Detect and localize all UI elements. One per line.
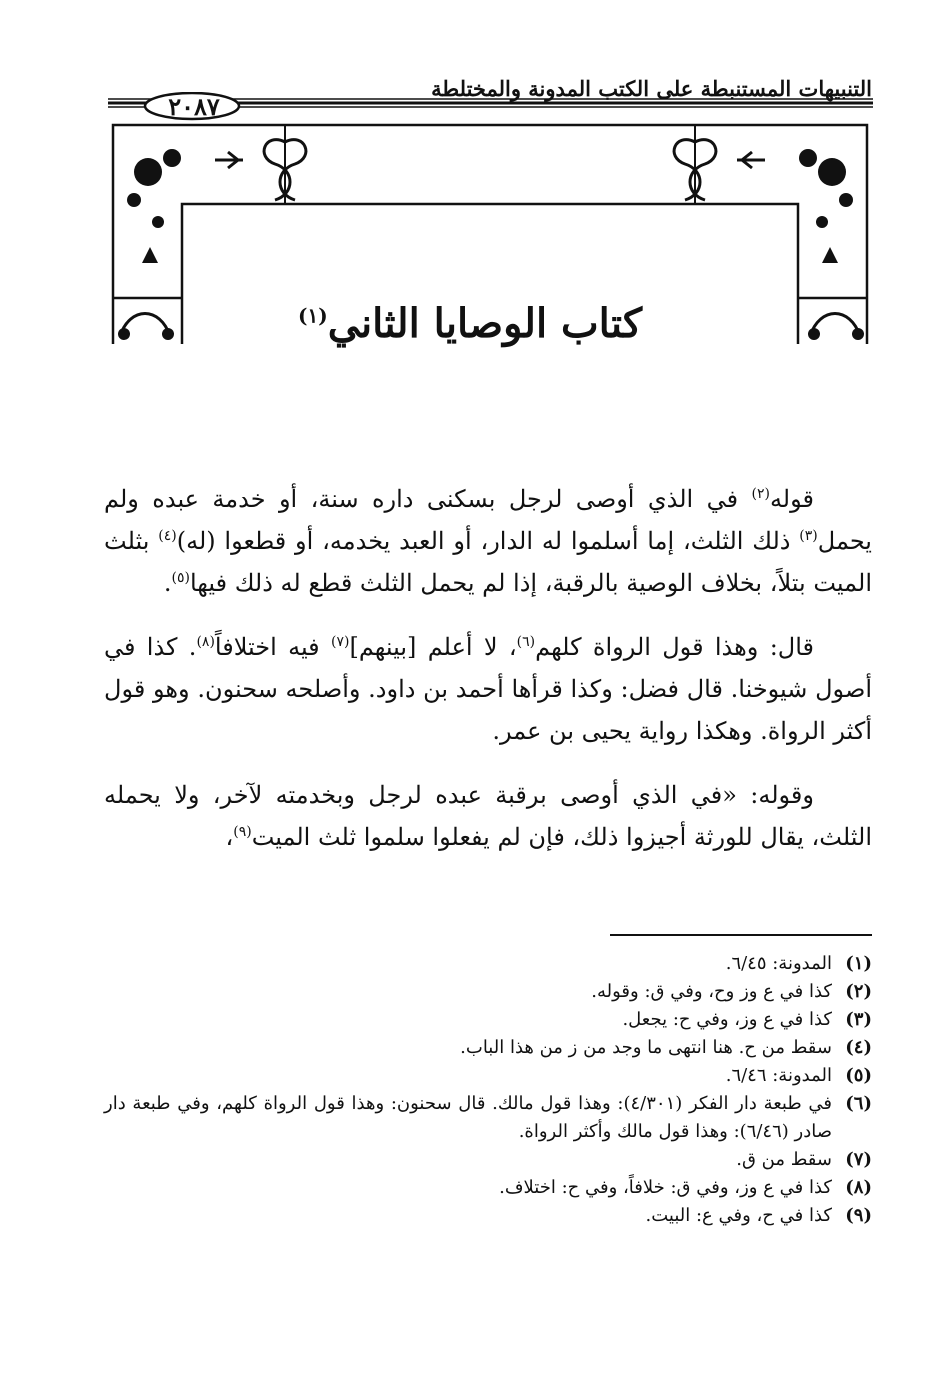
paragraph-text: فيه اختلافاً xyxy=(214,633,331,661)
footnote-text: سقط من ح. هنا انتهى ما وجد من ز من هذا الباب. xyxy=(460,1037,832,1058)
body-paragraph xyxy=(104,626,872,752)
footnote-text: كذا في ع وز وح، وفي ق: وقوله. xyxy=(591,981,832,1002)
footnote-item xyxy=(104,1034,872,1062)
footnote-number: (٣) xyxy=(845,1009,872,1030)
paragraph-text: قوله xyxy=(769,485,814,513)
paragraph-text: قال: وهذا قول الرواة كلهم xyxy=(535,633,814,661)
footnote-item xyxy=(104,1174,872,1202)
paragraph-text: ، لا أعلم [بينهم] xyxy=(349,633,517,661)
footnote-number: (٩) xyxy=(845,1205,872,1226)
footnote-text: كذا في ح، وفي ع: البيت. xyxy=(645,1205,832,1226)
footnote-ref: (٨) xyxy=(196,634,215,650)
frame-flourish-ornaments xyxy=(127,149,853,263)
paragraph-text: في الذي أوصى لرجل بسكنى داره سنة، أو خدمة عبده ولم يحمل xyxy=(104,485,872,555)
paragraph-text: وقوله: «في الذي أوصى برقبة عبده لرجل وبخدمته لآخر، ولا يحمله الثلث، يقال للورثة أجيزوا ذلك، فإن لم يفعلوا سلموا ثلث الميت xyxy=(104,781,872,851)
footnote-item xyxy=(104,1062,872,1090)
paragraph-text: ذلك الثلث، إما أسلموا له الدار، أو العبد يخدمه، أو قطعوا (له) xyxy=(176,527,800,555)
chapter-title xyxy=(0,300,940,347)
footnote-number: (٨) xyxy=(845,1177,872,1198)
footnote-number: (٥) xyxy=(845,1065,872,1086)
chapter-title-footnote-ref: (١) xyxy=(298,303,328,328)
paragraph-text: . كذا في أصول شيوخنا. قال فضل: وكذا قرأها أحمد بن داود. وأصلحه سحنون. وهو قول أكثر الرواة. وهكذا رواية يحيى بن عمر. xyxy=(104,633,872,745)
paragraph-text: . xyxy=(163,569,172,597)
footnote-separator xyxy=(610,934,872,936)
footnote-item xyxy=(104,1090,872,1146)
footnote-ref: (٢) xyxy=(751,486,770,502)
footnote-item xyxy=(104,1202,872,1230)
footnote-text: كذا في ع وز، وفي ح: يجعل. xyxy=(622,1009,832,1030)
footnote-ref: (٣) xyxy=(799,528,818,544)
footnote-number: (١) xyxy=(845,953,872,974)
footnote-number: (٤) xyxy=(845,1037,872,1058)
footnote-text: المدونة: ٦/٤٦. xyxy=(725,1065,832,1086)
footnote-ref: (٤) xyxy=(158,528,177,544)
footnote-number: (٢) xyxy=(845,981,872,1002)
footnote-text: المدونة: ٦/٤٥. xyxy=(725,953,832,974)
footnote-text: كذا في ع وز، وفي ق: خلافاً، وفي ح: اختلاف. xyxy=(499,1177,832,1198)
footnote-ref: (٧) xyxy=(330,634,350,650)
footnote-item xyxy=(104,1006,872,1034)
footnote-text: في طبعة دار الفكر (٤/٣٠١): وهذا قول مالك. قال سحنون: وهذا قول الرواة كلهم، وفي طبعة دار صادر (٦/٤٦): وهذا قول مالك وأكثر الرواة. xyxy=(104,1093,832,1142)
paragraph-text: ، xyxy=(225,823,234,851)
running-header-title: التنبيهات المستنبطة على الكتب المدونة والمختلطة xyxy=(431,76,872,101)
footnote-item xyxy=(104,950,872,978)
main-body-text xyxy=(104,478,872,880)
footnote-item xyxy=(104,1146,872,1174)
page-number: ٢٠٨٧ xyxy=(168,91,220,121)
footnote-text: سقط من ق. xyxy=(736,1149,832,1170)
footnote-ref: (٥) xyxy=(171,570,190,586)
footnote-number: (٧) xyxy=(845,1149,872,1170)
footnote-item xyxy=(104,978,872,1006)
body-paragraph xyxy=(104,774,872,858)
footnote-ref: (٩) xyxy=(233,824,252,840)
chapter-title-text: كتاب الوصايا الثاني xyxy=(327,300,642,347)
footnotes-section xyxy=(104,950,872,1230)
footnote-number: (٦) xyxy=(845,1093,872,1114)
footnote-ref: (٦) xyxy=(516,634,536,650)
paragraph-text: بثلث الميت بتلاً، بخلاف الوصية بالرقبة، إذا لم يحمل الثلث قطع له ذلك فيها xyxy=(104,527,872,597)
body-paragraph xyxy=(104,478,872,604)
